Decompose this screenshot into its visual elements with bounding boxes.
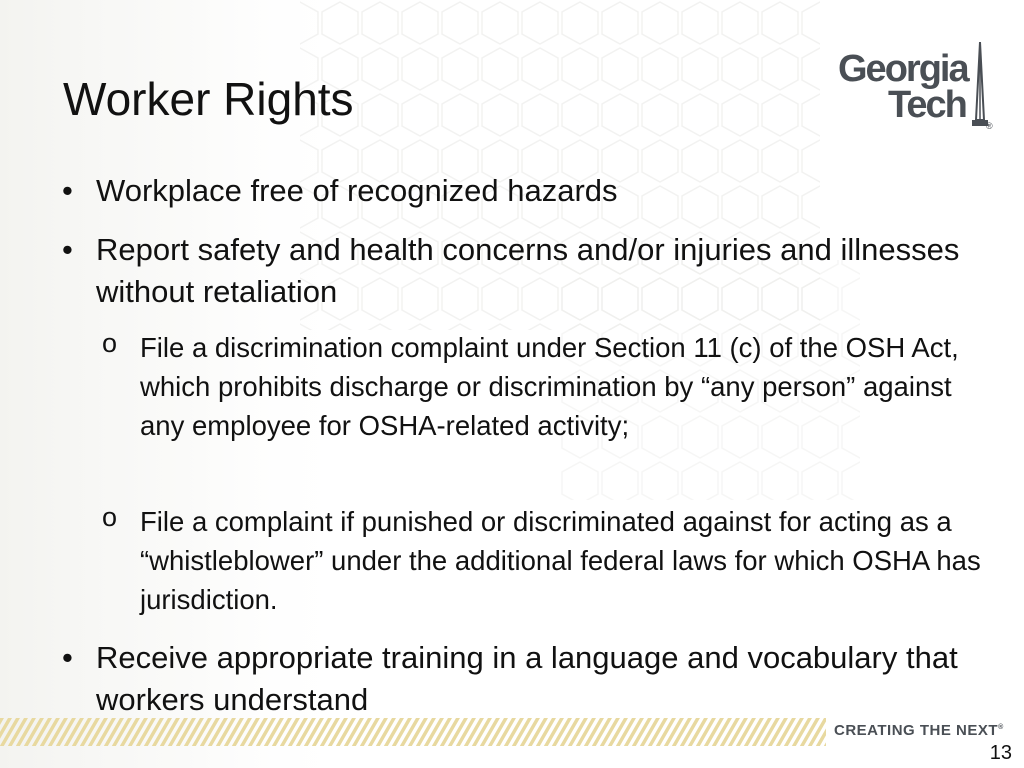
tagline-registered-mark: ®	[998, 724, 1004, 731]
georgia-tech-logo	[836, 42, 996, 134]
sub-bullet-item	[102, 328, 990, 445]
bullet-text: Workplace free of recognized hazards	[96, 173, 618, 208]
bullet-item	[62, 637, 976, 721]
creating-the-next-tagline	[834, 722, 1004, 739]
page-number: 13	[989, 742, 1012, 764]
bullet-item	[62, 229, 976, 313]
sub-bullet-item	[102, 502, 990, 619]
logo-text-georgia: Georgia	[838, 48, 968, 90]
bullet-text: Report safety and health concerns and/or injuries and illnesses without retaliation	[96, 232, 960, 309]
bullet-text: Receive appropriate training in a language and vocabulary that workers understand	[96, 640, 958, 717]
slide-title: Worker Rights	[63, 73, 354, 125]
tagline-text: CREATING THE NEXT	[834, 722, 999, 739]
bullet-item	[62, 170, 976, 212]
bullet-marker: •	[62, 640, 73, 675]
logo-text-tech: Tech	[888, 84, 966, 126]
sub-bullet-marker: o	[102, 328, 118, 358]
logo-registered-mark: ®	[986, 121, 993, 131]
sub-bullet-text: File a complaint if punished or discriminated against for acting as a “whistleblower” under the additional federal laws for which OSHA has jurisdiction.	[140, 506, 981, 615]
sub-bullet-marker: o	[102, 502, 118, 532]
sub-bullet-text: File a discrimination complaint under Section 11 (c) of the OSH Act, which prohibits discharge or discrimination by “any person” against any employee for OSHA-related activity;	[140, 332, 959, 441]
bullet-marker: •	[62, 232, 73, 267]
bullet-marker: •	[62, 173, 73, 208]
